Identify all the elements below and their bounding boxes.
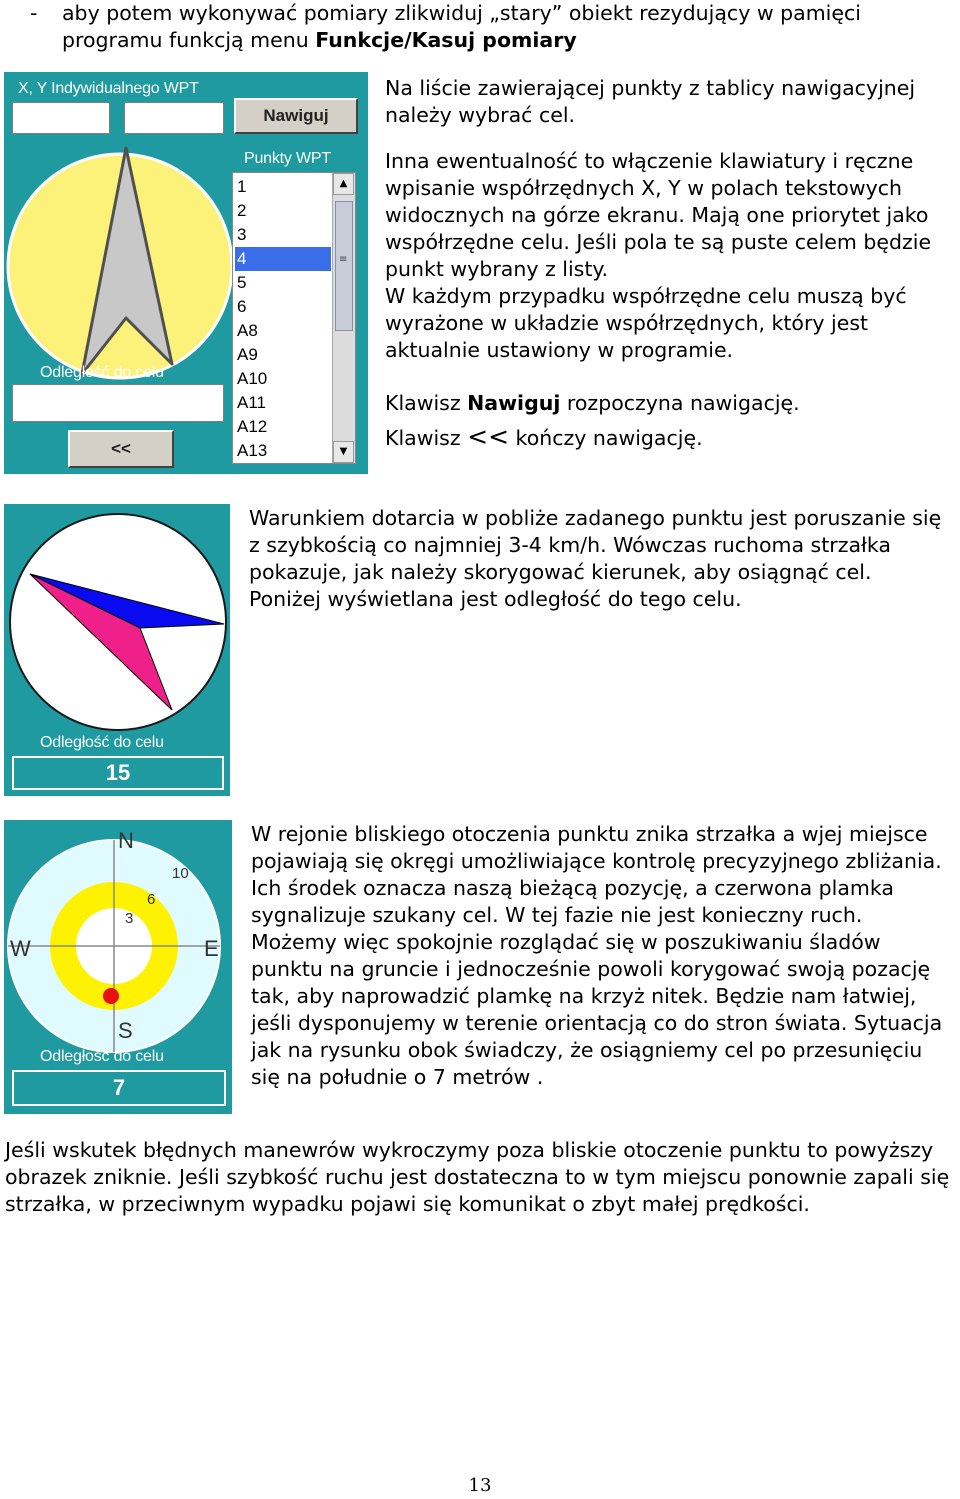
distance-display: [12, 384, 224, 422]
west-label: W: [10, 936, 31, 961]
back-key-prefix: Klawisz: [385, 426, 468, 450]
list-selection-text: [385, 75, 960, 452]
close-approach-text: W rejonie bliskiego otoczenia punktu znika strzałka a wjej miejsce pojawiają się okręgi umożliwiające kontrolę precyzyjnego zbliżania. Ich środek oznacza naszą bieżącą pozycję, a czerwona plamka sygnalizuje szukany cel. W tej fazie nie jest konieczny ruch. Możemy więc spokojnie rozglądać się w poszukiwaniu śladów punktu na gruncie i jednocześnie powoli korygować swoją pozację tak, aby naprowadzić plamkę na krzyż nitek. Będzie nam łatwiej, jeśli dysponujemy w terenie orientacją co do stron świata. Sytuacja jak na rysunku obok świadczy, że osiągniemy cel po przesunięciu się na południe o 7 metrów .: [251, 822, 943, 1089]
close-approach-screen: [4, 820, 232, 1114]
scroll-down-icon[interactable]: ▼: [333, 441, 354, 463]
distance-display: 7: [12, 1070, 226, 1106]
wpt-list-item[interactable]: A10: [237, 369, 268, 388]
wpt-list-item[interactable]: A11: [237, 393, 266, 412]
east-label: E: [204, 936, 219, 961]
arrow-navigation-text: Warunkiem dotarcia w pobliże zadanego punktu jest poruszanie się z szybkością co najmniej 3-4 km/h. Wówczas ruchoma strzałka pokazuje, jak należy skorygować kierunek, aby osiągnąć cel. Poniżej wyświetlana jest odległość do tego celu.: [249, 506, 942, 611]
approach-rings: [4, 820, 232, 1060]
arrow-dial: [4, 504, 230, 744]
ring-label-6: 6: [147, 891, 156, 908]
distance-label: Odległość do celu: [40, 734, 164, 751]
intro-menu-path: Funkcje/Kasuj pomiary: [315, 28, 577, 52]
xy-label: X, Y Indywidualnego WPT: [18, 80, 199, 97]
coordinate-system-paragraph: W każdym przypadku współrzędne celu muszą być wyrażone w układzie współrzędnych, który jest aktualnie ustawiony w programie.: [385, 284, 907, 362]
target-dot: [103, 988, 119, 1004]
navigate-key-prefix: Klawisz: [385, 391, 468, 415]
intro-text: aby potem wykonywać pomiary zlikwiduj „stary” obiekt rezydujący w pamięci programu funkcją menu: [62, 1, 861, 52]
navigate-key-paragraph: [385, 390, 960, 417]
wpt-list-item[interactable]: 3: [237, 225, 247, 244]
wpt-list-item[interactable]: A9: [237, 345, 258, 364]
wpt-list-item[interactable]: 6: [237, 297, 247, 316]
back-key-symbol: <<: [467, 422, 510, 451]
back-key-suffix: kończy nawigację.: [509, 426, 703, 450]
intro-paragraph: [62, 0, 952, 54]
wpt-list-item[interactable]: A12: [237, 417, 268, 436]
wpt-listbox[interactable]: [232, 172, 356, 464]
north-label: N: [118, 828, 134, 853]
grip-icon: ≡: [339, 254, 348, 265]
intro-bullet: -: [30, 1, 38, 25]
page-number: 13: [468, 1475, 492, 1496]
ring-label-3: 3: [125, 910, 134, 927]
navigate-key-name: Nawiguj: [467, 391, 561, 415]
navigate-key-suffix: rozpoczyna nawigację.: [560, 391, 800, 415]
back-button[interactable]: <<: [68, 430, 174, 468]
distance-label: Odległość do celu: [40, 364, 164, 381]
wpt-list-item[interactable]: 5: [237, 273, 247, 292]
navigate-button[interactable]: Nawiguj: [234, 98, 358, 134]
ring-label-10: 10: [172, 865, 189, 882]
wpt-list-item[interactable]: 1: [237, 177, 247, 196]
wpt-list-label: Punkty WPT: [244, 150, 331, 167]
wpt-list-item[interactable]: 2: [237, 201, 247, 220]
wpt-list-item[interactable]: 4: [235, 247, 331, 271]
south-label: S: [118, 1018, 133, 1043]
wpt-scrollbar[interactable]: [332, 173, 355, 463]
wpt-list-item[interactable]: A13: [237, 441, 268, 460]
scroll-thumb[interactable]: [335, 201, 353, 331]
leaving-zone-text: Jeśli wskutek błędnych manewrów wykroczymy poza bliskie otoczenie punktu to powyższy obrazek zniknie. Jeśli szybkość ruchu jest dostateczna to w tym miejscu ponownie zapali się strzałka, w przeciwnym wypadku pojawi się komunikat o zbyt małej prędkości.: [5, 1138, 950, 1216]
wpt-list-item[interactable]: A8: [237, 321, 258, 340]
manual-entry-paragraph: Inna ewentualność to włączenie klawiatury i ręczne wpisanie współrzędnych X, Y w polach tekstowych widocznych na górze ekranu. Mają one priorytet jako współrzędne celu. Jeśli pola te są puste celem będzie punkt wybrany z listy.: [385, 149, 932, 281]
arrow-navigation-screen: [4, 504, 230, 796]
back-key-paragraph: [385, 423, 960, 452]
scroll-up-icon[interactable]: ▲: [333, 173, 354, 195]
navigation-screen: [4, 72, 368, 474]
distance-label: Odległość do celu: [40, 1048, 164, 1065]
selection-paragraph: Na liście zawierającej punkty z tablicy nawigacyjnej należy wybrać cel.: [385, 76, 916, 127]
distance-display: 15: [12, 756, 224, 790]
